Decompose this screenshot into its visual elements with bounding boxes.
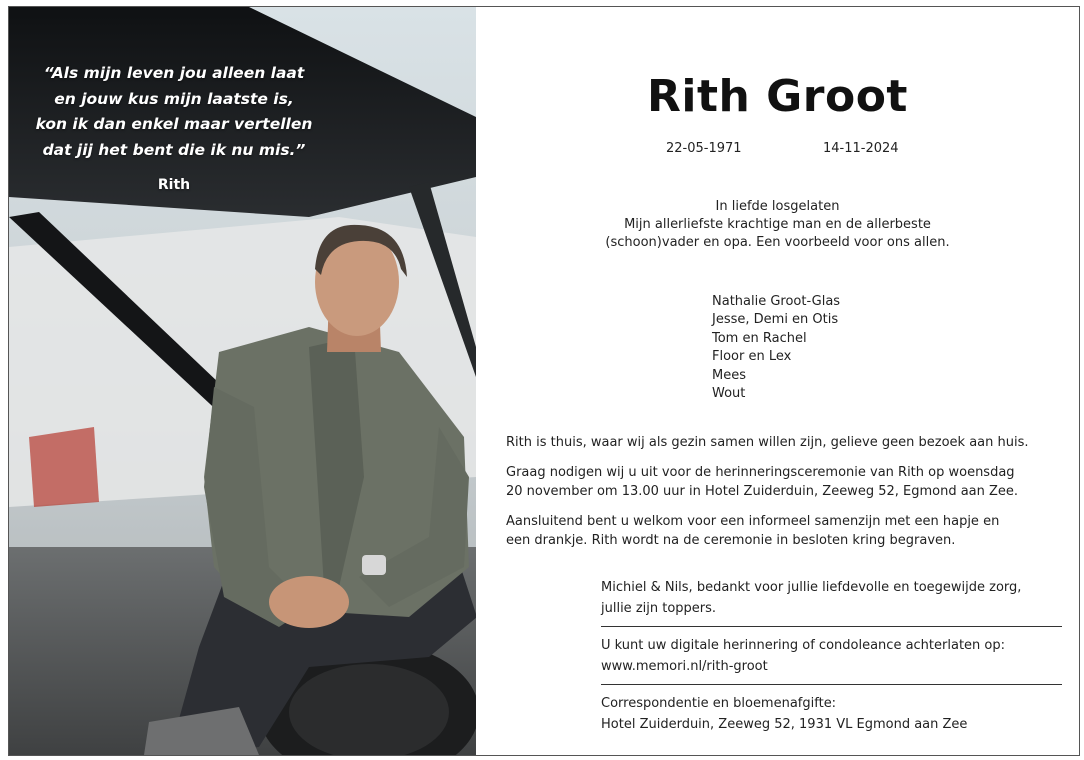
quote-line: kon ik dan enkel maar vertellen — [35, 115, 313, 133]
quote-line: dat jij het bent die ik nu mis.” — [42, 140, 306, 159]
family-list — [712, 293, 840, 403]
correspondence-note — [601, 693, 1061, 735]
birth-date: 22-05-1971 — [666, 141, 742, 156]
correspondence-line: Correspondentie en bloemenafgifte: — [601, 696, 837, 711]
intro-line: (schoon)vader en opa. Een voorbeeld voor ons allen. — [605, 235, 950, 250]
ceremony-line: Graag nodigen wij u uit voor de herinneringsceremonie van Rith op woensdag — [506, 465, 1015, 480]
family-member: Floor en Lex — [712, 349, 792, 365]
family-member: Jesse, Demi en Otis — [712, 312, 839, 328]
home-notice-line: Rith is thuis, waar wij als gezin samen willen zijn, gelieve geen bezoek aan huis. — [506, 435, 1029, 450]
intro-line: In liefde losgelaten — [715, 199, 840, 214]
thanks-note — [601, 577, 1061, 619]
memorial-photo — [9, 7, 476, 755]
ceremony-invitation — [506, 464, 1066, 501]
memorial-quote — [9, 61, 339, 163]
gathering-line: een drankje. Rith wordt na de ceremonie in besloten kring begraven. — [506, 532, 956, 548]
death-date: 14-11-2024 — [823, 141, 899, 156]
quote-line: “Als mijn leven jou alleen laat — [43, 64, 305, 82]
deceased-name: Rith Groot — [647, 71, 908, 122]
divider — [601, 626, 1062, 627]
quote-signature: Rith — [157, 177, 191, 193]
family-member: Mees — [712, 367, 746, 383]
gathering-notice — [506, 513, 1066, 550]
family-member: Nathalie Groot-Glas — [712, 294, 841, 309]
intro-line: Mijn allerliefste krachtige man en de allerbeste — [624, 217, 931, 232]
memorial-card — [8, 6, 1080, 756]
thanks-line: Michiel & Nils, bedankt voor jullie liefdevolle en toegewijde zorg, — [601, 580, 1022, 595]
divider — [601, 684, 1062, 685]
correspondence-line: Hotel Zuiderduin, Zeeweg 52, 1931 VL Egmond aan Zee — [601, 717, 968, 732]
memori-note — [601, 635, 1061, 677]
home-notice — [506, 434, 1066, 453]
family-member: Tom en Rachel — [712, 330, 807, 346]
memorial-text-panel — [476, 7, 1079, 755]
intro-text — [476, 198, 1079, 252]
ceremony-line: 20 november om 13.00 uur in Hotel Zuiderduin, Zeeweg 52, Egmond aan Zee. — [506, 483, 1019, 499]
memori-line: U kunt uw digitale herinnering of condoleance achterlaten op: — [601, 638, 1005, 653]
family-member: Wout — [712, 386, 746, 402]
memori-link[interactable]: www.memori.nl/rith-groot — [601, 659, 768, 674]
quote-line: en jouw kus mijn laatste is, — [54, 89, 294, 108]
gathering-line: Aansluitend bent u welkom voor een informeel samenzijn met een hapje en — [506, 514, 1000, 529]
thanks-line: jullie zijn toppers. — [601, 601, 717, 616]
